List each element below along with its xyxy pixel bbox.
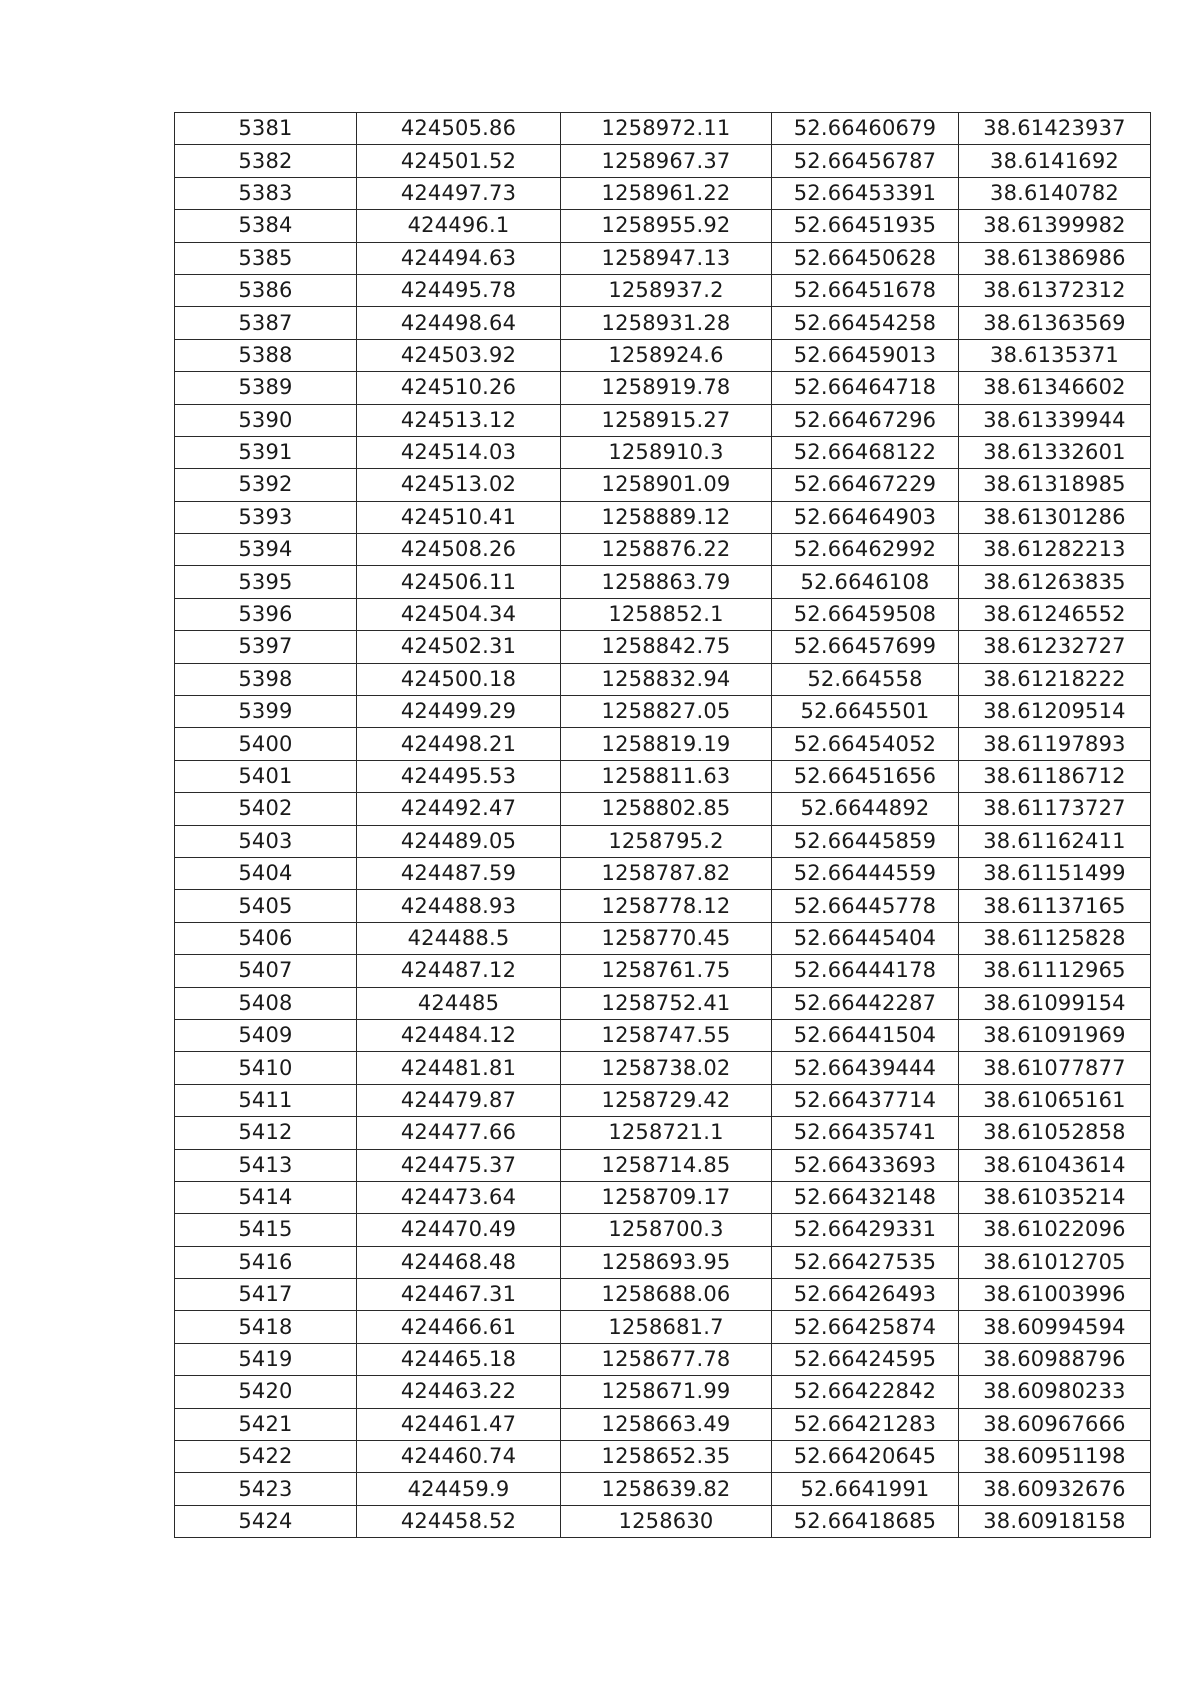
latitude-cell: 52.66462992 [772, 534, 959, 566]
longitude-cell: 38.61125828 [959, 922, 1151, 954]
point-number-cell: 5381 [175, 113, 357, 145]
latitude-cell: 52.66467296 [772, 404, 959, 436]
table-row [175, 1505, 1151, 1537]
x-coordinate-cell: 424501.52 [357, 145, 561, 177]
latitude-cell: 52.66450628 [772, 242, 959, 274]
longitude-cell: 38.61423937 [959, 113, 1151, 145]
table-row [175, 1181, 1151, 1213]
latitude-cell: 52.66451678 [772, 274, 959, 306]
longitude-cell: 38.61318985 [959, 469, 1151, 501]
point-number-cell: 5403 [175, 825, 357, 857]
point-number-cell: 5398 [175, 663, 357, 695]
y-coordinate-cell: 1258752.41 [561, 987, 772, 1019]
y-coordinate-cell: 1258671.99 [561, 1376, 772, 1408]
x-coordinate-cell: 424514.03 [357, 436, 561, 468]
longitude-cell: 38.61162411 [959, 825, 1151, 857]
latitude-cell: 52.66422842 [772, 1376, 959, 1408]
y-coordinate-cell: 1258924.6 [561, 339, 772, 371]
longitude-cell: 38.61012705 [959, 1246, 1151, 1278]
longitude-cell: 38.60951198 [959, 1441, 1151, 1473]
y-coordinate-cell: 1258700.3 [561, 1214, 772, 1246]
table-row [175, 1343, 1151, 1375]
x-coordinate-cell: 424489.05 [357, 825, 561, 857]
longitude-cell: 38.61263835 [959, 566, 1151, 598]
table-row [175, 890, 1151, 922]
table-row [175, 825, 1151, 857]
x-coordinate-cell: 424502.31 [357, 631, 561, 663]
x-coordinate-cell: 424487.12 [357, 955, 561, 987]
table-row [175, 501, 1151, 533]
x-coordinate-cell: 424466.61 [357, 1311, 561, 1343]
x-coordinate-cell: 424505.86 [357, 113, 561, 145]
latitude-cell: 52.66441504 [772, 1019, 959, 1051]
latitude-cell: 52.66421283 [772, 1408, 959, 1440]
longitude-cell: 38.61186712 [959, 760, 1151, 792]
x-coordinate-cell: 424504.34 [357, 598, 561, 630]
table-row [175, 307, 1151, 339]
table-row [175, 1214, 1151, 1246]
longitude-cell: 38.61209514 [959, 696, 1151, 728]
latitude-cell: 52.6641991 [772, 1473, 959, 1505]
table-row [175, 696, 1151, 728]
point-number-cell: 5388 [175, 339, 357, 371]
latitude-cell: 52.66464718 [772, 372, 959, 404]
coordinates-table [174, 112, 1151, 1538]
latitude-cell: 52.66456787 [772, 145, 959, 177]
x-coordinate-cell: 424506.11 [357, 566, 561, 598]
point-number-cell: 5397 [175, 631, 357, 663]
point-number-cell: 5383 [175, 177, 357, 209]
latitude-cell: 52.66426493 [772, 1279, 959, 1311]
point-number-cell: 5384 [175, 210, 357, 242]
x-coordinate-cell: 424494.63 [357, 242, 561, 274]
x-coordinate-cell: 424513.12 [357, 404, 561, 436]
x-coordinate-cell: 424499.29 [357, 696, 561, 728]
y-coordinate-cell: 1258639.82 [561, 1473, 772, 1505]
longitude-cell: 38.61346602 [959, 372, 1151, 404]
table-row [175, 1376, 1151, 1408]
point-number-cell: 5417 [175, 1279, 357, 1311]
x-coordinate-cell: 424488.93 [357, 890, 561, 922]
x-coordinate-cell: 424495.78 [357, 274, 561, 306]
y-coordinate-cell: 1258761.75 [561, 955, 772, 987]
y-coordinate-cell: 1258961.22 [561, 177, 772, 209]
x-coordinate-cell: 424467.31 [357, 1279, 561, 1311]
y-coordinate-cell: 1258738.02 [561, 1052, 772, 1084]
y-coordinate-cell: 1258972.11 [561, 113, 772, 145]
latitude-cell: 52.66442287 [772, 987, 959, 1019]
table-row [175, 242, 1151, 274]
point-number-cell: 5389 [175, 372, 357, 404]
table-row [175, 1441, 1151, 1473]
y-coordinate-cell: 1258947.13 [561, 242, 772, 274]
y-coordinate-cell: 1258915.27 [561, 404, 772, 436]
latitude-cell: 52.66444178 [772, 955, 959, 987]
y-coordinate-cell: 1258795.2 [561, 825, 772, 857]
y-coordinate-cell: 1258832.94 [561, 663, 772, 695]
point-number-cell: 5420 [175, 1376, 357, 1408]
point-number-cell: 5422 [175, 1441, 357, 1473]
longitude-cell: 38.60967666 [959, 1408, 1151, 1440]
x-coordinate-cell: 424485 [357, 987, 561, 1019]
point-number-cell: 5386 [175, 274, 357, 306]
point-number-cell: 5416 [175, 1246, 357, 1278]
x-coordinate-cell: 424510.41 [357, 501, 561, 533]
point-number-cell: 5411 [175, 1084, 357, 1116]
longitude-cell: 38.61112965 [959, 955, 1151, 987]
y-coordinate-cell: 1258863.79 [561, 566, 772, 598]
table-row [175, 631, 1151, 663]
table-row [175, 1019, 1151, 1051]
x-coordinate-cell: 424495.53 [357, 760, 561, 792]
table-row [175, 857, 1151, 889]
x-coordinate-cell: 424460.74 [357, 1441, 561, 1473]
table-row [175, 728, 1151, 760]
table-row [175, 566, 1151, 598]
y-coordinate-cell: 1258802.85 [561, 793, 772, 825]
point-number-cell: 5391 [175, 436, 357, 468]
x-coordinate-cell: 424492.47 [357, 793, 561, 825]
point-number-cell: 5424 [175, 1505, 357, 1537]
latitude-cell: 52.66432148 [772, 1181, 959, 1213]
table-row [175, 922, 1151, 954]
y-coordinate-cell: 1258677.78 [561, 1343, 772, 1375]
point-number-cell: 5393 [175, 501, 357, 533]
x-coordinate-cell: 424487.59 [357, 857, 561, 889]
point-number-cell: 5394 [175, 534, 357, 566]
longitude-cell: 38.6140782 [959, 177, 1151, 209]
longitude-cell: 38.60994594 [959, 1311, 1151, 1343]
table-row [175, 177, 1151, 209]
longitude-cell: 38.60980233 [959, 1376, 1151, 1408]
longitude-cell: 38.61218222 [959, 663, 1151, 695]
point-number-cell: 5423 [175, 1473, 357, 1505]
latitude-cell: 52.66467229 [772, 469, 959, 501]
table-row [175, 469, 1151, 501]
x-coordinate-cell: 424508.26 [357, 534, 561, 566]
y-coordinate-cell: 1258787.82 [561, 857, 772, 889]
longitude-cell: 38.61022096 [959, 1214, 1151, 1246]
x-coordinate-cell: 424461.47 [357, 1408, 561, 1440]
table-row [175, 663, 1151, 695]
latitude-cell: 52.66451935 [772, 210, 959, 242]
longitude-cell: 38.61151499 [959, 857, 1151, 889]
x-coordinate-cell: 424468.48 [357, 1246, 561, 1278]
table-row [175, 1052, 1151, 1084]
table-row [175, 534, 1151, 566]
longitude-cell: 38.61091969 [959, 1019, 1151, 1051]
longitude-cell: 38.61363569 [959, 307, 1151, 339]
y-coordinate-cell: 1258931.28 [561, 307, 772, 339]
y-coordinate-cell: 1258778.12 [561, 890, 772, 922]
y-coordinate-cell: 1258709.17 [561, 1181, 772, 1213]
latitude-cell: 52.66420645 [772, 1441, 959, 1473]
x-coordinate-cell: 424475.37 [357, 1149, 561, 1181]
point-number-cell: 5390 [175, 404, 357, 436]
x-coordinate-cell: 424459.9 [357, 1473, 561, 1505]
y-coordinate-cell: 1258819.19 [561, 728, 772, 760]
latitude-cell: 52.66454258 [772, 307, 959, 339]
x-coordinate-cell: 424498.21 [357, 728, 561, 760]
latitude-cell: 52.66457699 [772, 631, 959, 663]
table-row [175, 1311, 1151, 1343]
latitude-cell: 52.66418685 [772, 1505, 959, 1537]
x-coordinate-cell: 424465.18 [357, 1343, 561, 1375]
longitude-cell: 38.61043614 [959, 1149, 1151, 1181]
latitude-cell: 52.66444559 [772, 857, 959, 889]
x-coordinate-cell: 424479.87 [357, 1084, 561, 1116]
longitude-cell: 38.6141692 [959, 145, 1151, 177]
latitude-cell: 52.66445404 [772, 922, 959, 954]
x-coordinate-cell: 424500.18 [357, 663, 561, 695]
longitude-cell: 38.60918158 [959, 1505, 1151, 1537]
y-coordinate-cell: 1258910.3 [561, 436, 772, 468]
longitude-cell: 38.61246552 [959, 598, 1151, 630]
y-coordinate-cell: 1258852.1 [561, 598, 772, 630]
y-coordinate-cell: 1258919.78 [561, 372, 772, 404]
table-row [175, 760, 1151, 792]
x-coordinate-cell: 424503.92 [357, 339, 561, 371]
latitude-cell: 52.66439444 [772, 1052, 959, 1084]
latitude-cell: 52.66459013 [772, 339, 959, 371]
latitude-cell: 52.66445859 [772, 825, 959, 857]
table-row [175, 372, 1151, 404]
latitude-cell: 52.66464903 [772, 501, 959, 533]
table-row [175, 210, 1151, 242]
table-row [175, 1084, 1151, 1116]
y-coordinate-cell: 1258663.49 [561, 1408, 772, 1440]
longitude-cell: 38.61282213 [959, 534, 1151, 566]
point-number-cell: 5421 [175, 1408, 357, 1440]
point-number-cell: 5405 [175, 890, 357, 922]
y-coordinate-cell: 1258693.95 [561, 1246, 772, 1278]
point-number-cell: 5412 [175, 1117, 357, 1149]
point-number-cell: 5399 [175, 696, 357, 728]
point-number-cell: 5415 [175, 1214, 357, 1246]
longitude-cell: 38.61399982 [959, 210, 1151, 242]
point-number-cell: 5392 [175, 469, 357, 501]
y-coordinate-cell: 1258747.55 [561, 1019, 772, 1051]
x-coordinate-cell: 424477.66 [357, 1117, 561, 1149]
longitude-cell: 38.60988796 [959, 1343, 1151, 1375]
longitude-cell: 38.61003996 [959, 1279, 1151, 1311]
y-coordinate-cell: 1258967.37 [561, 145, 772, 177]
latitude-cell: 52.6644892 [772, 793, 959, 825]
latitude-cell: 52.66460679 [772, 113, 959, 145]
latitude-cell: 52.66429331 [772, 1214, 959, 1246]
y-coordinate-cell: 1258770.45 [561, 922, 772, 954]
point-number-cell: 5387 [175, 307, 357, 339]
table-row [175, 113, 1151, 145]
table-row [175, 436, 1151, 468]
x-coordinate-cell: 424497.73 [357, 177, 561, 209]
point-number-cell: 5413 [175, 1149, 357, 1181]
latitude-cell: 52.6645501 [772, 696, 959, 728]
longitude-cell: 38.61099154 [959, 987, 1151, 1019]
table-row [175, 793, 1151, 825]
longitude-cell: 38.61372312 [959, 274, 1151, 306]
y-coordinate-cell: 1258955.92 [561, 210, 772, 242]
longitude-cell: 38.61197893 [959, 728, 1151, 760]
y-coordinate-cell: 1258937.2 [561, 274, 772, 306]
latitude-cell: 52.66445778 [772, 890, 959, 922]
latitude-cell: 52.66454052 [772, 728, 959, 760]
table-row [175, 598, 1151, 630]
x-coordinate-cell: 424484.12 [357, 1019, 561, 1051]
table-row [175, 1246, 1151, 1278]
longitude-cell: 38.61339944 [959, 404, 1151, 436]
x-coordinate-cell: 424473.64 [357, 1181, 561, 1213]
y-coordinate-cell: 1258652.35 [561, 1441, 772, 1473]
point-number-cell: 5401 [175, 760, 357, 792]
point-number-cell: 5408 [175, 987, 357, 1019]
x-coordinate-cell: 424496.1 [357, 210, 561, 242]
latitude-cell: 52.66437714 [772, 1084, 959, 1116]
point-number-cell: 5396 [175, 598, 357, 630]
y-coordinate-cell: 1258688.06 [561, 1279, 772, 1311]
point-number-cell: 5414 [175, 1181, 357, 1213]
latitude-cell: 52.66451656 [772, 760, 959, 792]
table-row [175, 1117, 1151, 1149]
latitude-cell: 52.664558 [772, 663, 959, 695]
point-number-cell: 5402 [175, 793, 357, 825]
point-number-cell: 5418 [175, 1311, 357, 1343]
table-row [175, 1408, 1151, 1440]
y-coordinate-cell: 1258889.12 [561, 501, 772, 533]
longitude-cell: 38.61301286 [959, 501, 1151, 533]
table-row [175, 1149, 1151, 1181]
y-coordinate-cell: 1258827.05 [561, 696, 772, 728]
latitude-cell: 52.66468122 [772, 436, 959, 468]
longitude-cell: 38.61052858 [959, 1117, 1151, 1149]
longitude-cell: 38.61077877 [959, 1052, 1151, 1084]
table-row [175, 1473, 1151, 1505]
y-coordinate-cell: 1258714.85 [561, 1149, 772, 1181]
y-coordinate-cell: 1258811.63 [561, 760, 772, 792]
point-number-cell: 5395 [175, 566, 357, 598]
latitude-cell: 52.66433693 [772, 1149, 959, 1181]
point-number-cell: 5409 [175, 1019, 357, 1051]
table-row [175, 274, 1151, 306]
point-number-cell: 5385 [175, 242, 357, 274]
x-coordinate-cell: 424470.49 [357, 1214, 561, 1246]
y-coordinate-cell: 1258681.7 [561, 1311, 772, 1343]
y-coordinate-cell: 1258630 [561, 1505, 772, 1537]
longitude-cell: 38.61386986 [959, 242, 1151, 274]
latitude-cell: 52.66459508 [772, 598, 959, 630]
table-row [175, 339, 1151, 371]
longitude-cell: 38.61232727 [959, 631, 1151, 663]
latitude-cell: 52.66435741 [772, 1117, 959, 1149]
point-number-cell: 5410 [175, 1052, 357, 1084]
longitude-cell: 38.61137165 [959, 890, 1151, 922]
x-coordinate-cell: 424488.5 [357, 922, 561, 954]
table-row [175, 1279, 1151, 1311]
x-coordinate-cell: 424481.81 [357, 1052, 561, 1084]
longitude-cell: 38.60932676 [959, 1473, 1151, 1505]
x-coordinate-cell: 424513.02 [357, 469, 561, 501]
latitude-cell: 52.66424595 [772, 1343, 959, 1375]
longitude-cell: 38.61173727 [959, 793, 1151, 825]
longitude-cell: 38.6135371 [959, 339, 1151, 371]
point-number-cell: 5400 [175, 728, 357, 760]
table-row [175, 145, 1151, 177]
latitude-cell: 52.66453391 [772, 177, 959, 209]
x-coordinate-cell: 424463.22 [357, 1376, 561, 1408]
y-coordinate-cell: 1258876.22 [561, 534, 772, 566]
longitude-cell: 38.61035214 [959, 1181, 1151, 1213]
x-coordinate-cell: 424510.26 [357, 372, 561, 404]
longitude-cell: 38.61332601 [959, 436, 1151, 468]
table-row [175, 404, 1151, 436]
table-row [175, 987, 1151, 1019]
point-number-cell: 5382 [175, 145, 357, 177]
x-coordinate-cell: 424458.52 [357, 1505, 561, 1537]
point-number-cell: 5406 [175, 922, 357, 954]
y-coordinate-cell: 1258842.75 [561, 631, 772, 663]
latitude-cell: 52.66427535 [772, 1246, 959, 1278]
latitude-cell: 52.6646108 [772, 566, 959, 598]
longitude-cell: 38.61065161 [959, 1084, 1151, 1116]
y-coordinate-cell: 1258721.1 [561, 1117, 772, 1149]
table-row [175, 955, 1151, 987]
latitude-cell: 52.66425874 [772, 1311, 959, 1343]
coordinates-table-body [175, 113, 1151, 1538]
x-coordinate-cell: 424498.64 [357, 307, 561, 339]
y-coordinate-cell: 1258901.09 [561, 469, 772, 501]
point-number-cell: 5419 [175, 1343, 357, 1375]
point-number-cell: 5404 [175, 857, 357, 889]
point-number-cell: 5407 [175, 955, 357, 987]
y-coordinate-cell: 1258729.42 [561, 1084, 772, 1116]
